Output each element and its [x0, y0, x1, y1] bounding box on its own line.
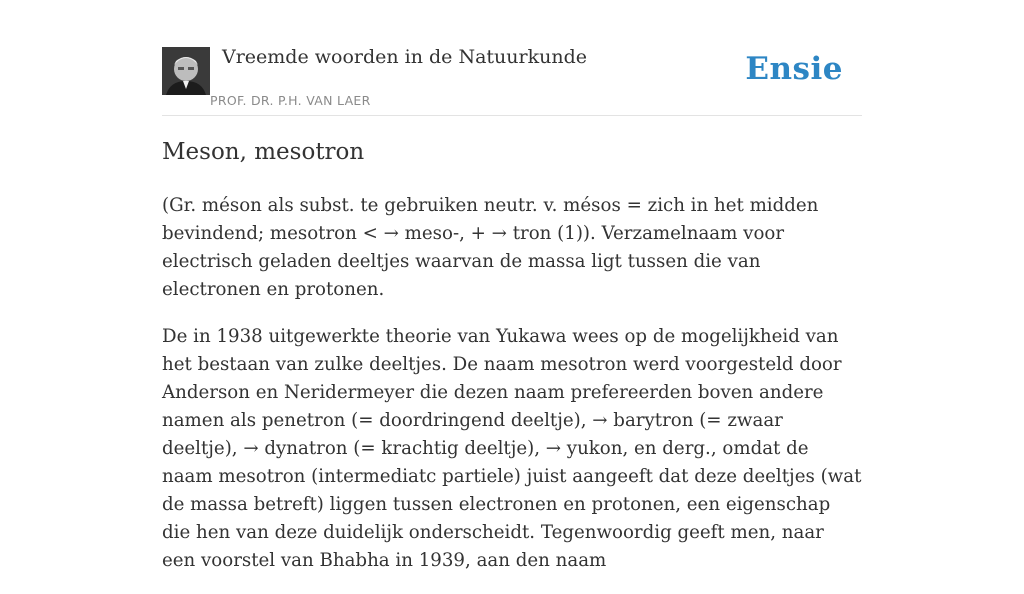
- header: [162, 45, 862, 115]
- author-portrait-icon[interactable]: [162, 47, 210, 95]
- ensie-logo[interactable]: Ensie: [745, 51, 843, 87]
- entry-body: [162, 192, 862, 594]
- entry-paragraph: (Gr. méson als subst. te gebruiken neutr. v. mésos = zich in het midden bevindend; mesotron < → meso-, + → tron (1)). Verzamelnaam voor electrisch geladen deeltjes waarvan de massa ligt tussen die van electronen en protonen.: [162, 195, 819, 300]
- header-divider: [162, 115, 862, 116]
- book-title-link[interactable]: Vreemde woorden in de Natuurkunde: [222, 46, 587, 68]
- author-name[interactable]: PROF. DR. P.H. VAN LAER: [210, 93, 371, 108]
- entry-paragraph: De in 1938 uitgewerkte theorie van Yukawa wees op de mogelijkheid van het bestaan van zulke deeltjes. De naam mesotron werd voorgesteld door Anderson en Neridermeyer die dezen naam prefereerden boven andere namen als penetron (= doordringend deeltje), → barytron (= zwaar deeltje), → dynatron (= krachtig deeltje), → yukon, en derg., omdat de naam mesotron (intermediatc partiele) juist aangeeft dat deze deeltjes (wat de massa betreft) liggen tussen electronen en protonen, een eigenschap die hen van deze duidelijk onderscheidt. Tegenwoordig geeft men, naar een voorstel van Bhabha in 1939, aan den naam: [162, 326, 862, 571]
- entry-title: Meson, mesotron: [162, 139, 365, 165]
- author-portrait-svg: [162, 47, 210, 95]
